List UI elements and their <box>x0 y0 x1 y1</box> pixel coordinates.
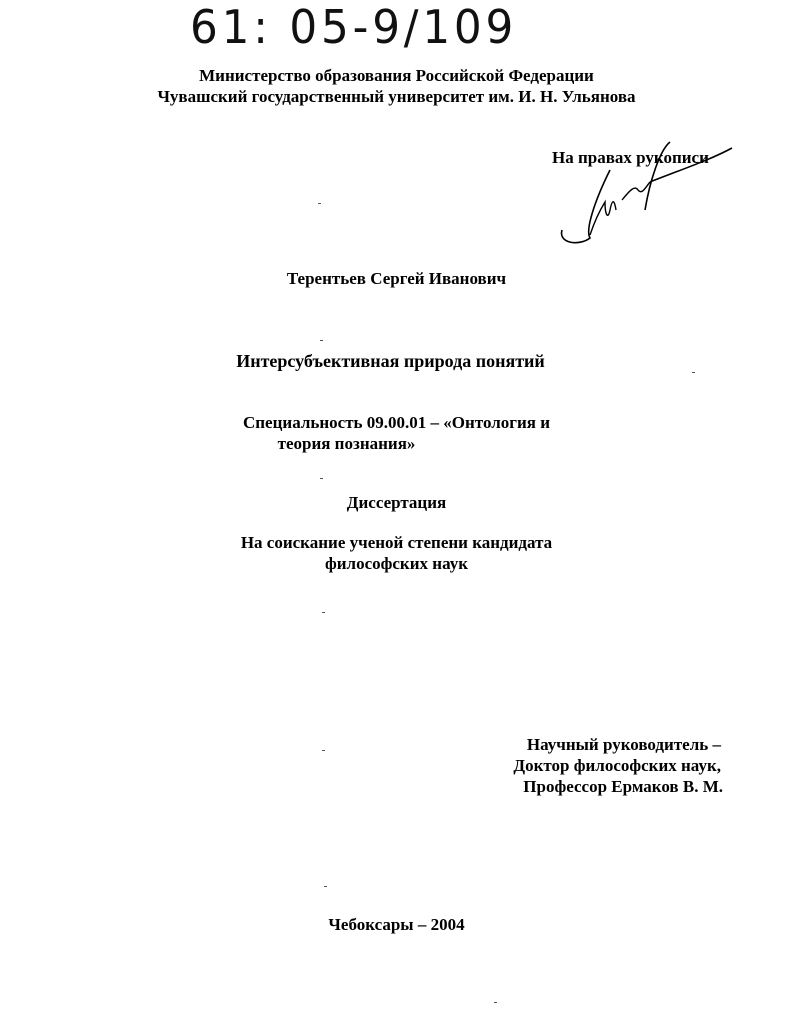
city-year: Чебоксары – 2004 <box>328 915 465 934</box>
ministry-heading: Министерство образования Российской Федерации <box>199 66 594 85</box>
author-name: Терентьев Сергей Иванович <box>286 269 507 288</box>
university-heading: Чувашский государственный университет им. И. Н. Ульянова <box>157 87 636 106</box>
handwritten-archive-number: 61: 05-9/109 <box>190 0 518 54</box>
specialty-line-2: теория познания» <box>277 434 416 453</box>
document-type: Диссертация <box>346 493 447 512</box>
supervisor-line-2: Доктор философских наук, <box>513 756 721 775</box>
specialty-line-1: Специальность 09.00.01 – «Онтология и <box>242 413 551 432</box>
signature <box>550 140 740 250</box>
scan-speck <box>322 750 325 751</box>
dissertation-title: Интерсубъективная природа понятий <box>236 351 545 371</box>
supervisor-line-1: Научный руководитель – <box>526 735 721 754</box>
supervisor-line-3: Профессор Ермаков В. М. <box>523 777 723 796</box>
scan-speck <box>324 886 327 887</box>
degree-line-1: На соискание ученой степени кандидата <box>240 533 553 552</box>
manuscript-rights-label: На правах рукописи <box>552 148 709 167</box>
degree-line-2: философских наук <box>324 554 468 573</box>
scan-speck <box>318 203 321 204</box>
scan-speck <box>320 478 323 479</box>
scan-speck <box>322 612 325 613</box>
scan-speck <box>320 340 323 341</box>
scan-speck <box>692 372 695 373</box>
scan-speck <box>494 1002 497 1003</box>
